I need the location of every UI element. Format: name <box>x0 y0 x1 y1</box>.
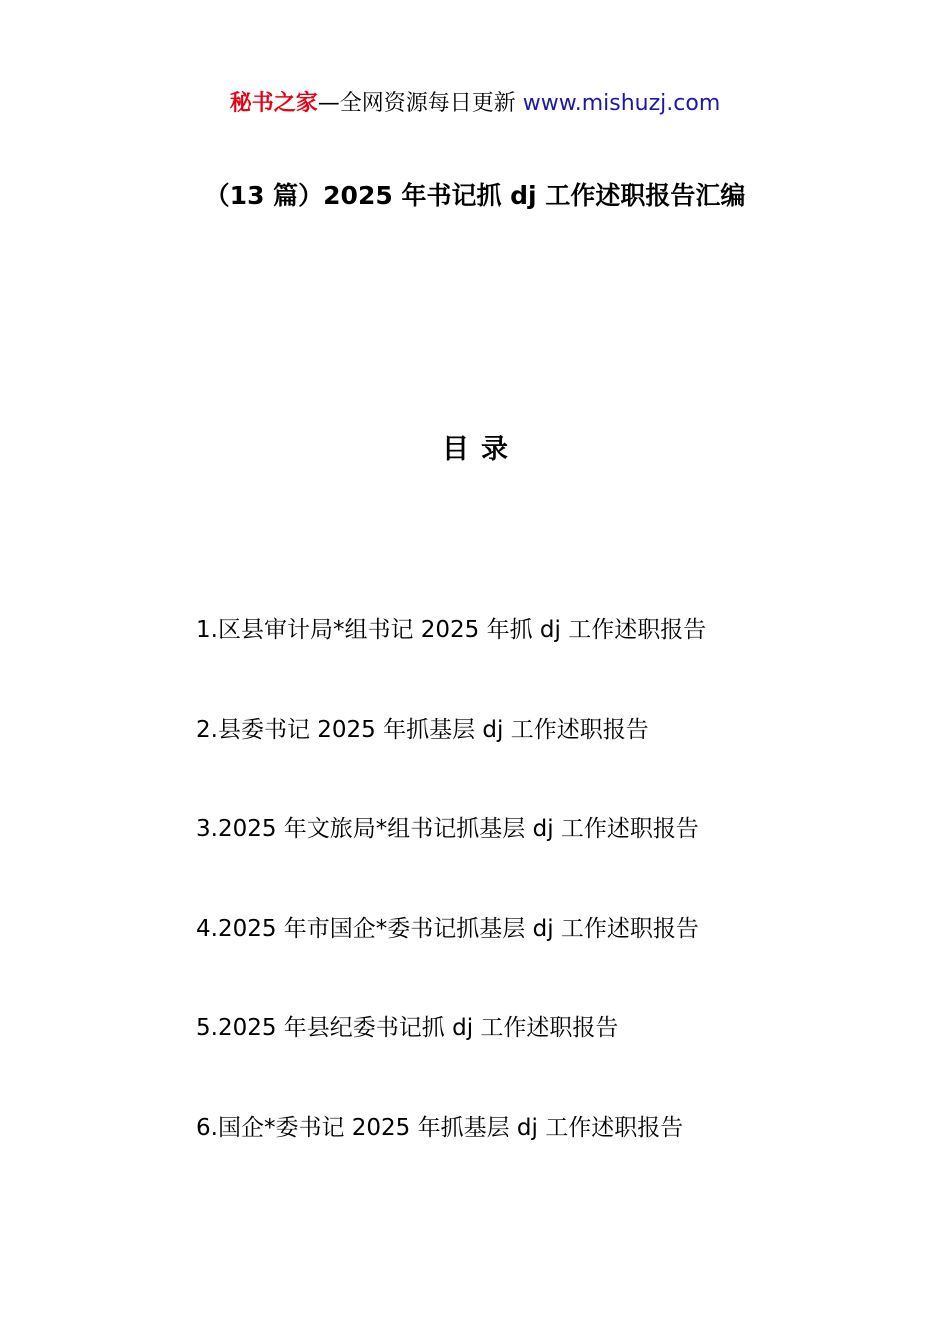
header-tagline: —全网资源每日更新 <box>317 91 523 116</box>
toc-item: 4.2025 年市国企*委书记抓基层 dj 工作述职报告 <box>196 915 699 942</box>
brand-name: 秘书之家 <box>229 91 318 116</box>
document-title: （13 篇）2025 年书记抓 dj 工作述职报告汇编 <box>204 181 746 210</box>
toc-heading: 目录 <box>442 434 520 465</box>
toc-item: 1.区县审计局*组书记 2025 年抓 dj 工作述职报告 <box>196 617 707 643</box>
site-url-link[interactable]: www.mishuzj.com <box>522 91 721 116</box>
toc-list <box>196 610 896 1208</box>
toc-item: 2.县委书记 2025 年抓基层 dj 工作述职报告 <box>196 716 649 743</box>
toc-item: 3.2025 年文旅局*组书记抓基层 dj 工作述职报告 <box>196 816 699 843</box>
toc-item: 6.国企*委书记 2025 年抓基层 dj 工作述职报告 <box>196 1114 684 1141</box>
toc-item: 5.2025 年县纪委书记抓 dj 工作述职报告 <box>196 1015 619 1042</box>
site-header <box>0 88 950 120</box>
